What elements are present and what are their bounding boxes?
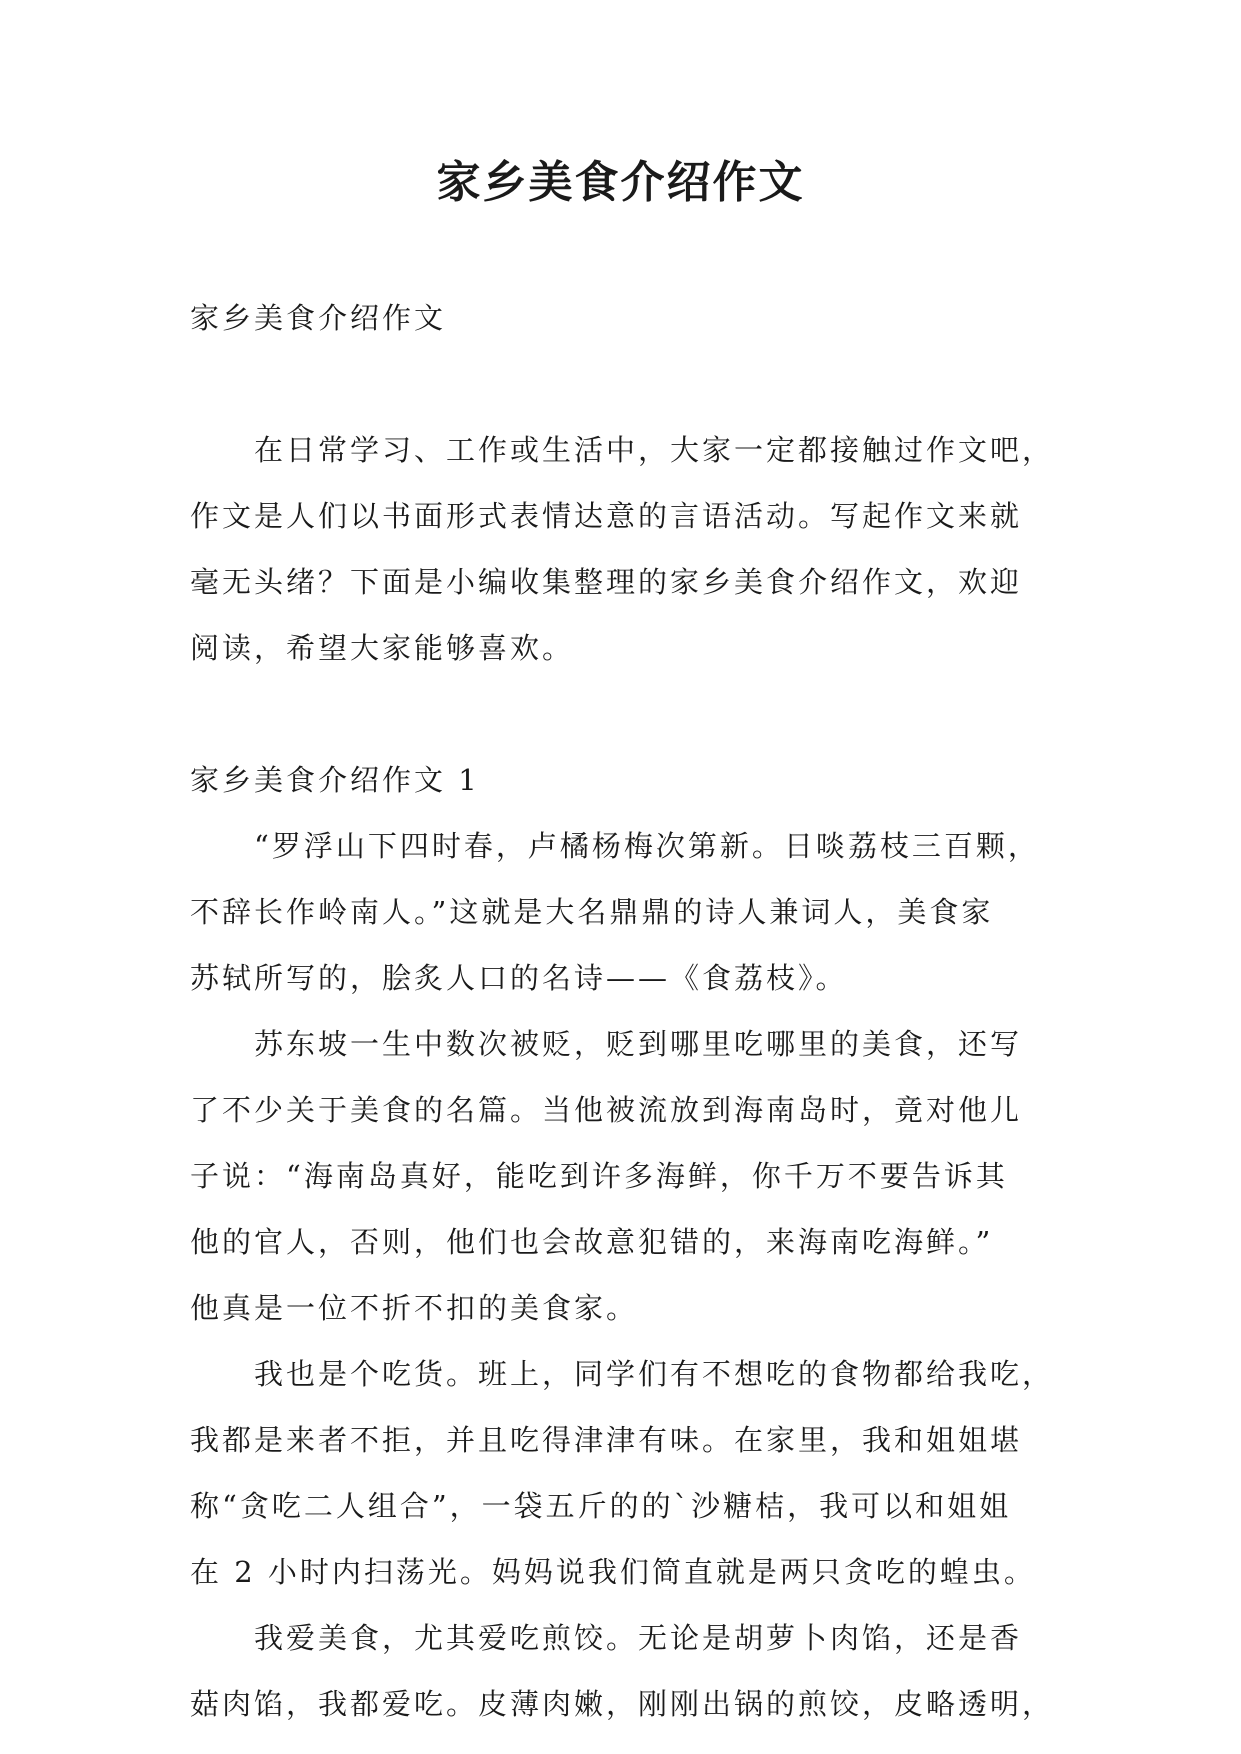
paragraph-line: 他真是一位不折不扣的美食家。 <box>190 1291 639 1325</box>
paragraph-line: “罗浮山下四时春，卢橘杨梅次第新。日啖荔枝三百颗， <box>190 829 1040 863</box>
paragraph-line: 在 2 小时内扫荡光。妈妈说我们简直就是两只贪吃的蝗虫。 <box>190 1555 1036 1589</box>
paragraph-line: 我爱美食，尤其爱吃煎饺。无论是胡萝卜肉馅，还是香 <box>190 1621 1023 1655</box>
paragraph-line: 苏轼所写的，脍炙人口的名诗——《食荔枝》。 <box>190 961 848 995</box>
document-title: 家乡美食介绍作文 <box>436 157 805 208</box>
paragraph-line: 苏东坡一生中数次被贬，贬到哪里吃哪里的美食，还写 <box>190 1027 1023 1061</box>
document-body <box>190 285 1060 1737</box>
paragraph-line: 我也是个吃货。班上，同学们有不想吃的食物都给我吃， <box>190 1357 1055 1391</box>
paragraph-line: 作文是人们以书面形式表情达意的言语活动。写起作文来就 <box>190 499 1023 533</box>
paragraph-line: 在日常学习、工作或生活中，大家一定都接触过作文吧， <box>190 433 1055 467</box>
paragraph-line: 菇肉馅，我都爱吃。皮薄肉嫩，刚刚出锅的煎饺，皮略透明， <box>190 1687 1055 1721</box>
paragraph-line: 了不少关于美食的名篇。当他被流放到海南岛时，竟对他儿 <box>190 1093 1023 1127</box>
paragraph-line: 称“贪吃二人组合”，一袋五斤的的`沙糖桔，我可以和姐姐 <box>190 1489 1012 1523</box>
section-heading: 家乡美食介绍作文 1 <box>190 763 480 797</box>
subtitle-line: 家乡美食介绍作文 <box>190 301 447 335</box>
paragraph-line: 子说：“海南岛真好，能吃到许多海鲜，你千万不要告诉其 <box>190 1159 1008 1193</box>
paragraph-line: 毫无头绪？下面是小编收集整理的家乡美食介绍作文，欢迎 <box>190 565 1023 599</box>
paragraph-line: 阅读，希望大家能够喜欢。 <box>190 631 575 665</box>
blank-line <box>190 681 1060 747</box>
paragraph-line: 他的官人，否则，他们也会故意犯错的，来海南吃海鲜。” <box>190 1225 994 1259</box>
paragraph-line: 我都是来者不拒，并且吃得津津有味。在家里，我和姐姐堪 <box>190 1423 1023 1457</box>
blank-line <box>190 351 1060 417</box>
paragraph-line: 不辞长作岭南人。”这就是大名鼎鼎的诗人兼词人，美食家 <box>190 895 994 929</box>
